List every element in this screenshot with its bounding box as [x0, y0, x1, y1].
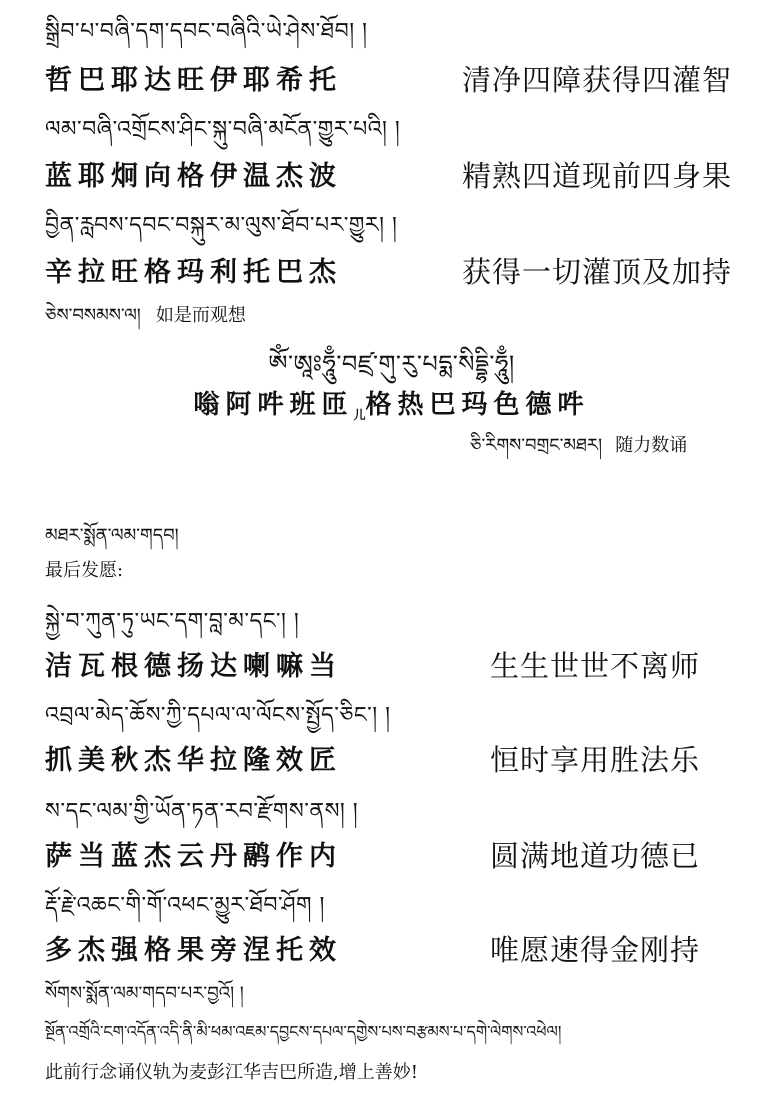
instruction-tibetan: ཅེས་བསམས་ལ། — [45, 305, 141, 326]
recite-tibetan: ཅི་རིགས་བགྲང་མཐར། — [470, 435, 603, 456]
tibetan-verse-line-3: བྱིན་རླབས་དབང་བསྐུར་མ་ལུས་ཐོབ་པར་གྱུར། ། — [45, 213, 398, 238]
recite-chinese: 随力数诵 — [615, 435, 688, 456]
aspiration-phonetic-line-1: 洁瓦根德扬达喇嘛当 — [45, 651, 342, 682]
aspiration-tibetan-line-2: འབྲལ་མེད་ཆོས་ཀྱི་དཔལ་ལ་ལོངས་སྤྱོད་ཅིང་། ། — [45, 703, 391, 728]
mantra-phonetic-part-a: 嗡阿吽班匝 — [193, 390, 354, 420]
chinese-translation-line-1: 清净四障获得四灌智 — [462, 63, 733, 97]
phonetic-line-2: 蓝耶炯向格伊温杰波 — [45, 161, 342, 192]
aspiration-chinese-line-1: 生生世世不离师 — [490, 649, 701, 683]
recite-line — [470, 426, 763, 476]
aspiration-phonetic-line-4: 多杰强格果旁涅托效 — [45, 935, 342, 966]
aspiration-tibetan-line-3: ས་དང་ལམ་གྱི་ཡོན་ཏན་རབ་རྫོགས་ནས། ། — [45, 799, 359, 824]
mantra-phonetic — [0, 384, 783, 423]
chinese-translation-line-2: 精熟四道现前四身果 — [462, 159, 733, 193]
closing-tibetan: སོགས་སྨོན་ལམ་གདབ་པར་བྱའོ། ། — [45, 983, 244, 1004]
colophon-chinese: 此前行念诵仪轨为麦彭江华吉巴所造,增上善妙! — [45, 1062, 418, 1083]
chinese-translation-line-3: 获得一切灌顶及加持 — [462, 255, 733, 289]
closing-heading-chinese: 最后发愿: — [45, 560, 124, 581]
aspiration-chinese-line-3: 圆满地道功德已 — [490, 839, 701, 873]
phonetic-line-1: 哲巴耶达旺伊耶希托 — [45, 65, 342, 96]
mantra-phonetic-subscript: 儿 — [353, 408, 366, 422]
aspiration-tibetan-line-1: སྐྱེ་བ་ཀུན་ཏུ་ཡང་དག་བླ་མ་དང་། ། — [45, 609, 300, 634]
aspiration-tibetan-line-4: རྡོ་རྗེ་འཆང་གི་གོ་འཕང་མྱུར་ཐོབ་ཤོག ། — [45, 893, 325, 918]
colophon-tibetan: སྔོན་འགྲོའི་ངག་འདོན་འདི་ནི་མི་ཕམ་འཇམ་དབྱངས་དཔལ་དགྱེས་པས་བརྩམས་པ་དགེ་ལེགས་འཕེལ། — [45, 1022, 562, 1041]
mantra-tibetan: ཨོཾ་ཨཱཿཧཱུྃ་བཛྲ་གུ་རུ་པདྨ་སིདྡྷི་ཧཱུྃ། — [268, 350, 515, 378]
aspiration-phonetic-line-2: 抓美秋杰华拉隆效匠 — [45, 745, 342, 776]
closing-heading-tibetan: མཐར་སྨོན་ལམ་གདབ། — [45, 525, 179, 546]
aspiration-chinese-line-2: 恒时享用胜法乐 — [490, 743, 701, 777]
tibetan-verse-line-2: ལམ་བཞི་འགྲོངས་ཤིང་སྐུ་བཞི་མངོན་གྱུར་པའི། ། — [45, 117, 401, 142]
tibetan-verse-line-1: སྒྲིབ་པ་བཞི་དག་དབང་བཞིའི་ཡེ་ཤེས་ཐོབ། ། — [45, 19, 368, 44]
mantra-phonetic-part-b: 格热巴玛色德吽 — [365, 390, 590, 420]
phonetic-line-3: 辛拉旺格玛利托巴杰 — [45, 257, 342, 288]
aspiration-chinese-line-4: 唯愿速得金刚持 — [490, 933, 701, 967]
aspiration-phonetic-line-3: 萨当蓝杰云丹鹝作内 — [45, 841, 342, 872]
instruction-chinese: 如是而观想 — [155, 305, 246, 326]
